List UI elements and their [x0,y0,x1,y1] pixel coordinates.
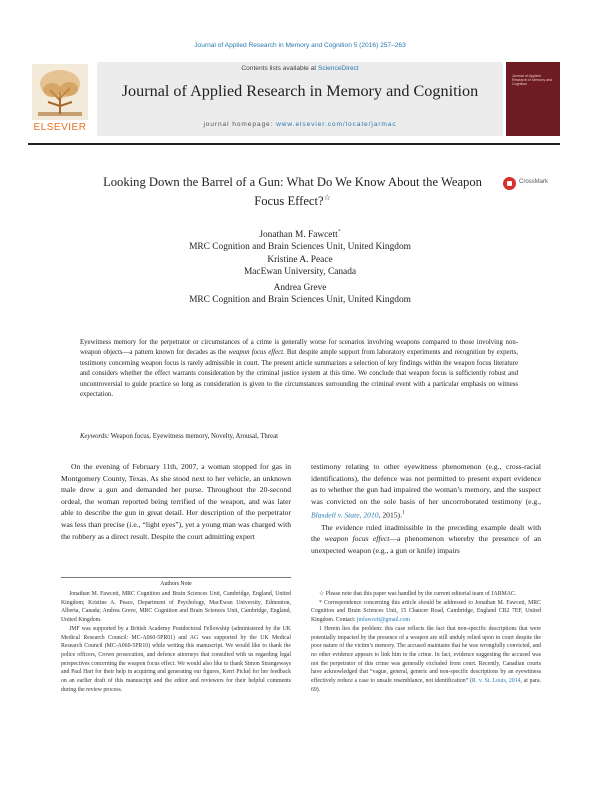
footnote-paragraph: JMF was supported by a British Academy Postdoctoral Fellowship (administered by the UK Medical Research Council: MC-A060-5PR01) and AG was supported by the UK Medical Research Council (MC-A060-5PR10) while writing this manuscript. We would like to thank the police officers, Crown prosecution, and defence attorneys that consulted with us regarding legal perspectives concerning the weapon focus effect. We would also like to thank Simon Strangeways and Paul Hart for their help in acquiring and generating our figures, Kerri Pickel for her feedback on an earlier draft of this manuscript and the editor and reviewers for their helpful comments during the review process. [61,625,291,693]
journal-cover [506,62,560,136]
citation-link[interactable]: R. v. St. Louis, 2014 [471,678,521,685]
footnote-rule [61,577,291,578]
elsevier-logo [28,62,92,138]
author-affiliation: MRC Cognition and Brain Sciences Unit, United Kingdom [189,242,411,253]
keywords-label: Keywords: [80,433,110,440]
crossmark-badge[interactable] [503,176,553,192]
crossmark-label: CrossMark [519,179,549,185]
author-affiliation: MRC Cognition and Brain Sciences Unit, United Kingdom [189,295,411,305]
contents-prefix: Contents lists available at [241,65,317,72]
title-footnote-mark: ☆ [323,193,331,202]
footnote-paragraph [311,625,541,695]
journal-title: Journal of Applied Research in Memory and Cognition [121,82,479,100]
homepage-line [97,121,503,128]
footnote-ref[interactable]: 1 [401,509,406,517]
abstract-part: . But despite ample support from laboratory experiments and recognition by experts, testimony concerning weapon focus is rarely admissible in court. The present article summarizes a selection of key findings within the weapon focus literature and considers whether the effect warrants consideration by the criminal justice system at this time. We conclude that weapon focus is sufficiently robust and uncontroversial to guide practice so long as consideration is given to the circumstances surrounding the criminal event with a particular emphasis on witness expectation. [80,349,519,399]
footnote-text: 1 Herein lies the problem: this case reflects the fact that non-specific descriptions that were potentially impacted by the presence of a weapon are still unduly relied upon in court despite the poor nature of the victim’s memory. The accused maintains that he was wrongfully convicted, and no other evidence appears to link him to the crime. In fact, evidence suggesting the accused was not the perpetrator of this crime was generally excluded from court. Recently, Canadian courts have acknowledged that “vague, general, generic and non-specific descriptions by an eyewitness effectively reduce a case to unsafe resemblance, not identification” ( [311,625,541,685]
authors-note [61,590,291,694]
keywords-list: Weapon focus, Eyewitness memory, Novelty, Arousal, Threat [110,433,278,440]
sciencedirect-link[interactable]: ScienceDirect [317,65,359,72]
paragraph-text: The evidence ruled inadmissible in the preceding example dealt with the [311,522,541,544]
email-link[interactable]: jmfawcett@gmail.com [356,617,411,624]
body-column-right [311,461,541,556]
journal-citation: Journal of Applied Research in Memory and Cognition 5 (2016) 257–263 [194,42,406,49]
author-3 [0,282,600,306]
paragraph-text: testimony relating to other eyewitness phenomenon (e.g., cross-racial identifications), the defence was not permitted to present expert evidence as to whether the gun had impaired the woman’s memory, and the suspect was convicted on the sole basis of her uncorroborated testimony (e.g., [311,462,541,506]
keywords [80,433,518,440]
authors-note-heading: Authors Note [160,581,192,587]
author-name: Kristine A. Peace [267,255,333,265]
homepage-link[interactable]: www.elsevier.com/locate/jarmac [276,121,397,128]
footnote-text: * Correspondence concerning this article should be addressed to Jonathan M. Fawcett, MRC Cognition and Brain Sciences Unit, 15 Chaucer Road, Cambridge, England CB2 7EF, United Kingdom. Contact: [311,599,541,624]
author-name: Andrea Greve [273,283,327,293]
footnotes-right [311,590,541,694]
corresponding-mark[interactable]: * [337,229,341,235]
article-title [90,174,495,209]
author-affiliation: MacEwan University, Canada [243,267,357,277]
abstract-emphasis: weapon focus effect [228,349,283,357]
cover-title: Journal of Applied Research in Memory and Cognition [512,74,553,87]
paragraph-emphasis: weapon focus effect [324,534,390,544]
title-text: Looking Down the Barrel of a Gun: What Do We Know About the Weapon Focus Effect? [103,175,482,209]
crossmark-icon [503,177,516,190]
footnote-paragraph: ☆ Please note that this paper was handled by the current editorial team of JARMAC. [319,591,517,597]
body-paragraph [311,522,541,557]
contents-line [97,65,503,72]
body-column-left [61,461,291,542]
header-rule [28,143,560,145]
footnote-paragraph: Jonathan M. Fawcett, MRC Cognition and Brain Sciences Unit, Cambridge, England, United Kingdom; Kristine A. Peace, Department of Psychology, MacEwan University, Edmonton, Alberta, Canada; Andrea Greve, MRC Cognition and Brain Sciences Unit, Cambridge, England, United Kingdom. [61,591,291,624]
abstract [80,338,518,400]
body-paragraph [311,461,541,522]
homepage-prefix: journal homepage: [203,121,274,128]
paragraph-text: , 2015). [378,510,402,520]
author-name: Jonathan M. Fawcett [259,230,338,241]
journal-banner [97,62,503,136]
abstract-part: Eyewitness memory for the perpetrator or circumstances of a crime is generally worse for scenarios involving weapons compared to those involving non-weapon objects—a pattern known for decades as the [80,339,518,357]
author-2 [0,254,600,278]
author-1 [0,226,600,253]
paragraph-text: —a phenomenon whereby the presence of an unexpected weapon (e.g., a gun or knife) impairs [311,534,541,555]
footnote-paragraph [311,599,541,625]
publisher-name: ELSEVIER [33,122,87,133]
footnote-text: , at para. 69). [311,678,541,693]
body-paragraph: On the evening of February 11th, 2007, a woman stopped for gas in Montgomery County, Texas. As she stood next to her vehicle, an unknown male drew a gun and demanded her purse. Throughout the 20-second ordeal, the woman reported being terrified of the weapon, and was later able to describe the gun in great detail. Her description of the perpetrator was less than precise (i.e., “light eyes”), yet a young man was charged with the robbery as a direct result. Despite the court admitting expert [61,462,291,541]
citation-link[interactable]: Blasdell v. State, 2010 [311,510,379,520]
